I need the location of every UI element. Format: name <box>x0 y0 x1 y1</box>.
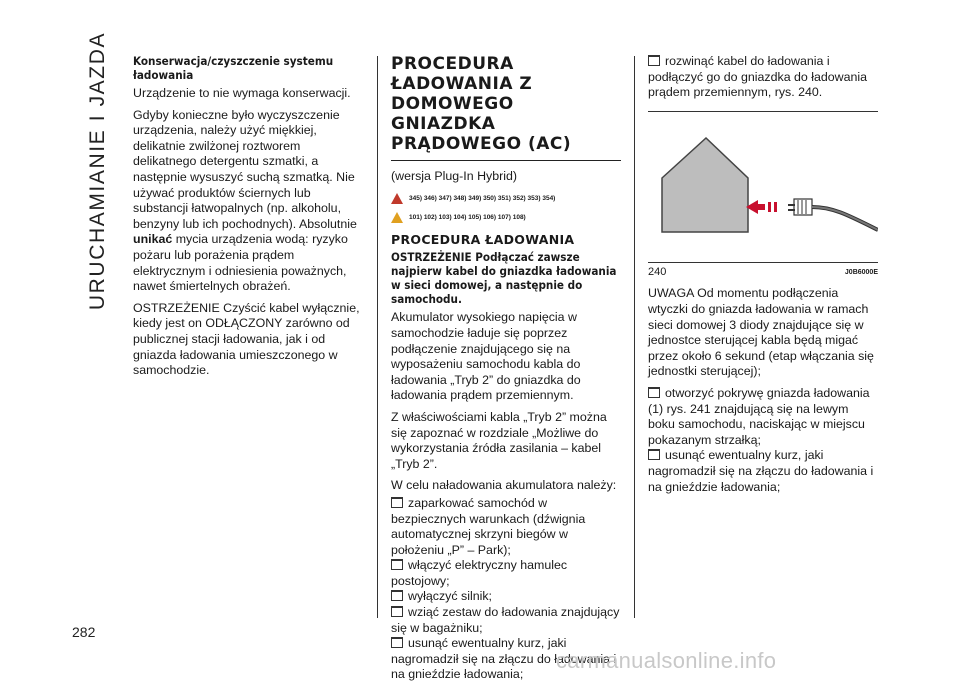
version-note: (wersja Plug-In Hybrid) <box>391 169 518 183</box>
bullet-icon <box>648 55 660 66</box>
figure-code: J0B6000E <box>844 268 878 276</box>
list-item-text: zaparkować samochód w bezpiecznych warunkach (dźwignia automatycznej skrzyni biegów w położeniu „P” – Park); <box>391 495 586 557</box>
paragraph: Z właściwościami kabla „Tryb 2” można się zapoznać w rozdziale „Możliwe do wykorzystania źródła zasilania – kabel „Tryb 2”. <box>391 409 607 471</box>
list-item <box>648 448 878 495</box>
section-heading: PROCEDURA ŁADOWANIA Z DOMOWEGO GNIAZDKA PRĄDOWEGO (AC) <box>391 54 621 161</box>
paragraph-warning: OSTRZEŻENIE Czyścić kabel wyłącznie, kiedy jest on ODŁĄCZONY zarówno od publicznej stacji ładowania, jak i od gniazda ładowania umieszczonego w samochodzie. <box>133 300 360 378</box>
bullet-icon <box>648 387 660 398</box>
warning-refs-text: 345) 346) 347) 348) 349) 350) 351) 352) 353) 354) <box>409 194 556 202</box>
warning-bold: OSTRZEŻENIE Podłączać zawsze najpierw kabel do gniazdka ładowania w sieci domowej, a następnie do samochodu. <box>391 250 617 307</box>
paragraph-cleaning <box>133 108 361 295</box>
warning-refs-yellow <box>391 210 621 226</box>
list-item-text: wyłączyć silnik; <box>408 589 492 604</box>
list-item <box>391 589 621 605</box>
column-divider <box>377 56 378 618</box>
figure-number: 240 <box>648 265 667 278</box>
figure-house-socket-plug <box>648 111 878 263</box>
list-item <box>648 54 878 101</box>
list-item-text: włączyć elektryczny hamulec postojowy; <box>391 558 568 588</box>
bold-text: unikać <box>133 232 173 247</box>
warning-triangle-icon <box>391 193 403 204</box>
figure-caption <box>648 265 878 281</box>
page-number: 282 <box>72 624 96 640</box>
bullet-icon <box>391 637 403 648</box>
bullet-icon <box>391 590 403 601</box>
bullet-icon <box>391 497 403 508</box>
list-item-text: otworzyć pokrywę gniazda ładowania (1) rys. 241 znajdującą się na lewym boku samochodu, naciskając w miejscu pokazanym strzałką; <box>648 385 870 447</box>
text-span: mycia urządzenia wodą: ryzyko pożaru lub porażenia prądem elektrycznym i odniesienia poważnych, nawet śmiertelnych obrażeń. <box>133 232 348 294</box>
bullet-icon <box>648 449 660 460</box>
column-charging-steps <box>648 54 878 495</box>
column-charging-procedure <box>391 54 621 683</box>
list-item <box>648 386 878 448</box>
list-item <box>391 496 621 558</box>
text-span: Gdyby konieczne było wyczyszczenie urządzenia, należy użyć miękkiej, delikatnie zwilżonej roztworem delikatnego detergentu szmatki, a następnie wysuszyć suchą szmatką. Nie używać produktów ściernych lub substancji łatwopalnych (np. alkoholu, benzyny lub ich pochodnych). Absolutnie <box>133 107 357 231</box>
maintenance-subheading: Konserwacja/czyszczenie systemu ładowania <box>133 54 334 82</box>
house-plug-illustration <box>648 112 878 262</box>
paragraph: Akumulator wysokiego napięcia w samochodzie ładuje się poprzez podłączenie znajdującego się na wyposażeniu samochodu kabla do ładowania „Tryb 2” do gniazdka do ładowania prądem przemiennym. <box>391 310 581 403</box>
bullet-icon <box>391 606 403 617</box>
caution-triangle-icon <box>391 212 403 223</box>
column-divider <box>634 56 635 618</box>
list-item-text: rozwinąć kabel do ładowania i podłączyć go do gniazdka do ładowania prądem przemiennym, rys. 240. <box>648 54 868 100</box>
note-paragraph: UWAGA Od momentu podłączenia wtyczki do gniazda ładowania w ramach sieci domowej 3 diody znajdujące się w jednostce sterującej kabla będą migać przez około 6 sekund (etap włączania się jednostki sterującej); <box>648 286 874 379</box>
caution-refs-text: 101) 102) 103) 104) 105) 106) 107) 108) <box>409 214 526 222</box>
bullet-list <box>648 386 878 495</box>
paragraph: Urządzenie to nie wymaga konserwacji. <box>133 86 351 100</box>
chapter-title-vertical <box>78 31 118 311</box>
list-item-text: usunąć ewentualny kurz, jaki nagromadził się na złączu do ładowania i na gnieździe ładowania; <box>391 636 617 682</box>
list-item-text: wziąć zestaw do ładowania znajdujący się w bagażniku; <box>391 605 620 635</box>
paragraph: W celu naładowania akumulatora należy: <box>391 478 617 493</box>
column-maintenance <box>133 54 361 385</box>
bullet-icon <box>391 559 403 570</box>
list-item-text: usunąć ewentualny kurz, jaki nagromadził się na złączu do ładowania i na gnieździe ładowania; <box>648 448 874 494</box>
list-item <box>391 605 621 636</box>
arrow-icon <box>746 200 777 214</box>
chapter-title-text: URUCHAMIANIE I JAZDA <box>86 31 109 311</box>
list-item <box>391 558 621 589</box>
watermark-text: carmanualsonline.info <box>556 648 777 673</box>
subsection-heading: PROCEDURA ŁADOWANIA <box>391 231 575 247</box>
warning-refs-red <box>391 191 621 207</box>
